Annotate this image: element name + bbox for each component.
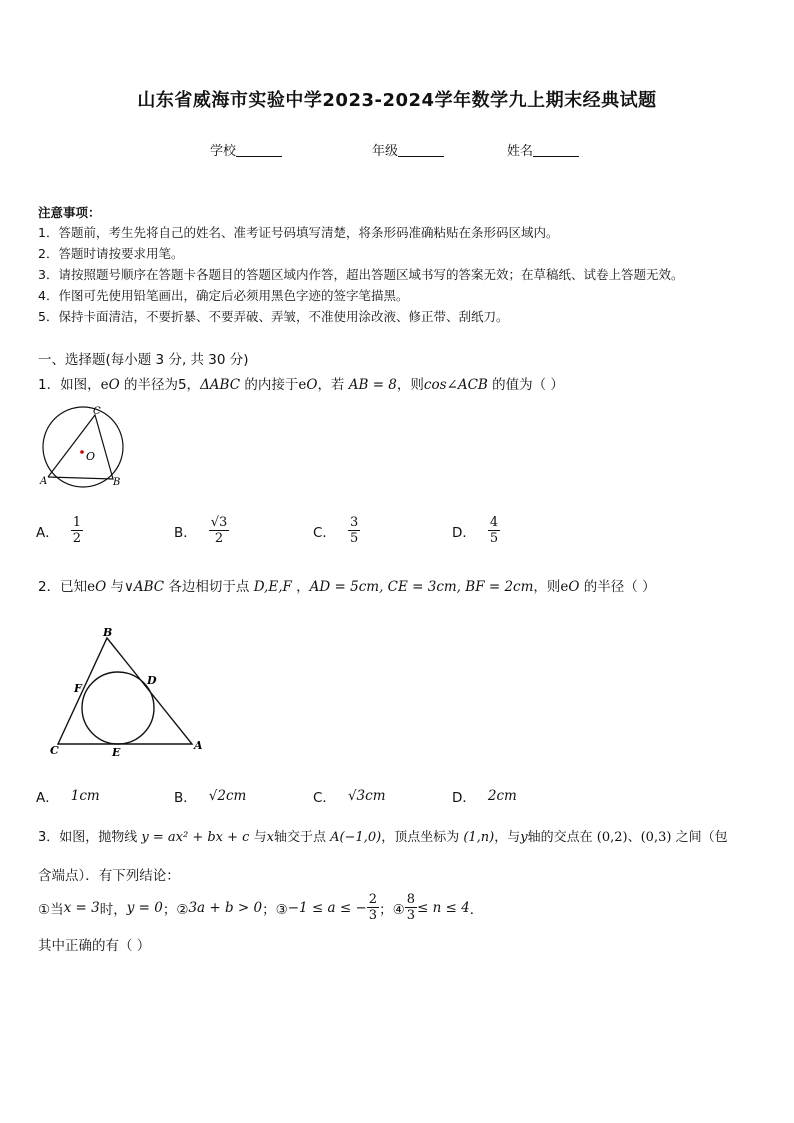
q3-text: 与 [249,830,267,845]
numerator: 4 [489,515,499,530]
incircle-figure [46,622,216,762]
denominator: 2 [72,531,82,546]
notice-item: 4．作图可先使用铅笔画出，确定后必须用黑色字迹的签字笔描黑。 [38,288,409,303]
notice-heading: 注意事项： [38,205,101,220]
triangle-expr: ∨ABC [123,579,165,595]
q2-option-d[interactable] [452,786,517,806]
denominator: 2 [214,531,224,546]
q3-text: ，顶点坐标为 [381,830,464,845]
option-value: 2cm [487,788,517,804]
q1-option-d[interactable] [452,515,500,546]
vertex-coord: (1,n) [463,830,495,845]
label-a: A [40,476,48,487]
school-field [210,140,282,159]
triangle-expr: ΔABC [200,377,241,393]
option-fraction [348,515,360,546]
name-label: 姓名 [507,144,534,159]
q1-option-b[interactable] [174,515,229,546]
incircle [82,672,154,744]
circle-figure [36,402,132,498]
q3-text: 3．如图，抛物线 [38,830,142,845]
q3-text: ；④ [379,901,405,918]
notice-item: 1．答题前，考生先将自己的姓名、准考证号码填写清楚，将条形码准确粘贴在条形码区域内。 [38,225,559,240]
circle-letter: O [95,579,107,595]
page-title: 山东省威海市实验中学2023-2024学年数学九上期末经典试题 [137,90,657,111]
numerator: 1 [72,515,82,530]
q3-text: ①当 [38,901,64,918]
q3-text: ，与 [494,830,521,845]
denominator: 3 [406,908,415,923]
option-value: 1cm [70,788,100,804]
fraction-two-thirds [367,892,379,923]
option-fraction [209,515,230,546]
cos-expr: cos∠ACB [423,377,488,393]
option-label: D． [452,524,476,541]
label-b: B [113,477,121,488]
option-fraction [71,515,83,546]
circle-letter: O [568,579,580,595]
question-3-prompt: 其中正确的有（ ） [38,938,151,954]
conclusion-1-cond: x = 3 [63,899,100,916]
q2-number: 2．已知 [38,579,88,595]
q3-text: 之间（包 [671,830,728,845]
label-o: O [86,450,96,463]
question-3-line-2: 含端点）．有下列结论： [38,868,180,884]
q3-text: 轴的交点在 [527,830,597,845]
circle-symbol: e [560,579,569,595]
circle-letter: O [108,377,120,393]
circle-symbol: e [87,579,96,595]
q1-option-a[interactable] [36,515,83,546]
tangent-points: D,E,F [253,579,292,595]
label-d: D [147,674,157,687]
grade-label: 年级 [372,144,399,159]
numerator: 2 [368,892,378,907]
q3-text: 轴交于点 [273,830,331,845]
q2-option-c[interactable] [313,786,386,806]
numerator: 3 [349,515,359,530]
circle-symbol: e [298,377,307,393]
label-e: E [112,746,121,759]
name-field [507,140,579,159]
parabola-equation: y = ax² + bx + c [141,830,250,845]
option-value: √2cm [208,788,247,804]
notice-item: 5．保持卡面清洁，不要折暴、不要弄破、弄皱，不准使用涂改液、修正带、刮纸刀。 [38,309,509,324]
grade-field [372,140,444,159]
denominator: 3 [368,908,378,923]
q3-text: 、 [627,830,641,845]
q1-text: 的内接于 [240,377,299,393]
notice-item: 2．答题时请按要求用笔。 [38,246,184,261]
q2-option-b[interactable] [174,786,246,806]
y-axis-symbol: y [520,830,528,845]
notice-item: 3．请按照题号顺序在答题卡各题目的答题区域内作答，超出答题区域书写的答案无效；在草稿纸、试卷上答题无效。 [38,267,684,282]
point-a: A(−1,0) [330,830,382,845]
center-point [80,450,84,454]
option-label: A． [36,524,59,541]
circle-symbol: e [100,377,109,393]
q3-text: ． [469,901,484,918]
q1-number: 1．如图， [38,377,101,393]
x-axis-symbol: x [266,830,274,845]
question-3-conclusions [38,892,483,923]
numerator: √3 [210,515,228,530]
option-label: B． [174,524,197,541]
q1-option-c[interactable] [313,515,360,546]
q2-text: ， [291,579,310,595]
q1-text: ，则 [396,377,424,393]
question-3-line-1 [38,826,728,845]
label-a: A [194,739,203,752]
q2-text: ，则 [533,579,561,595]
q2-text: 的半径（ ） [579,579,656,595]
circle-letter: O [306,377,318,393]
q3-text: ；③ [262,901,288,918]
point-0-3: (0,3) [640,830,672,845]
q2-option-a[interactable] [36,786,100,806]
label-c: C [50,744,59,757]
q2-text: 各边相切于点 [164,579,254,595]
denominator: 5 [489,531,499,546]
name-blank[interactable] [533,142,579,157]
school-label: 学校 [210,144,237,159]
conclusion-1-result: y = 0 [126,899,163,916]
option-label: C． [313,790,336,806]
q3-text: ；② [162,901,189,918]
length-equations: AD = 5cm, CE = 3cm, BF = 2cm [309,579,534,595]
label-c: C [93,406,101,417]
point-0-2: (0,2) [596,830,628,845]
q1-text: 的半径为5， [119,377,201,393]
q3-text: 时， [99,901,127,918]
label-b: B [103,626,113,639]
option-value: √3cm [347,788,386,804]
triangle-abc [48,415,113,479]
section-heading: 一、选择题(每小题 3 分, 共 30 分) [38,352,249,368]
ab-equation: AB = 8 [348,377,397,393]
grade-blank[interactable] [398,142,444,157]
option-label: B． [174,790,197,806]
option-fraction [488,515,500,546]
label-f: F [74,682,82,695]
conclusion-2: 3a + b > 0 [188,899,263,916]
option-label: A． [36,790,59,806]
circle-outline [43,407,123,487]
option-label: D． [452,790,476,806]
q1-text: 的值为（ ） [487,377,564,393]
question-2-text [38,575,656,595]
conclusion-3: −1 ≤ a ≤ − [287,899,367,916]
question-1-text [38,373,564,393]
school-blank[interactable] [236,142,282,157]
q2-text: 与 [106,579,124,595]
conclusion-4: ≤ n ≤ 4 [416,899,470,916]
q1-text: ，若 [317,377,349,393]
numerator: 8 [406,892,415,907]
option-label: C． [313,524,336,541]
denominator: 5 [349,531,359,546]
fraction-eight-thirds [405,892,417,923]
